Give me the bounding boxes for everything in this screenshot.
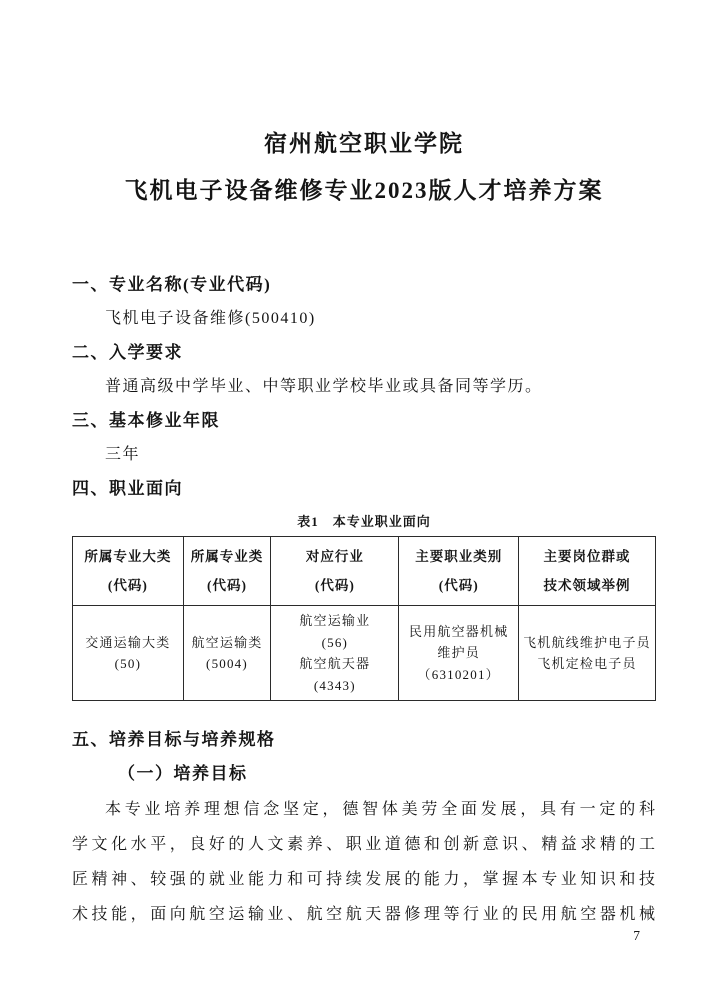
title-line-1: 宿州航空职业学院 xyxy=(264,131,464,156)
cell-industry xyxy=(271,606,399,701)
paragraph-line: 学文化水平，良好的人文素养、职业道德和创新意识、精益求精的工 xyxy=(72,836,656,853)
section-4-heading: 四、职业面向 xyxy=(72,479,183,498)
cell-post-group xyxy=(518,606,655,701)
title-line-2: 飞机电子设备维修专业2023版人才培养方案 xyxy=(124,178,604,203)
cell-line: (5004) xyxy=(206,656,248,671)
header-line: 所属专业大类 xyxy=(84,549,172,564)
cell-line: 飞机航线维护电子员 xyxy=(523,634,651,650)
cell-line: (50) xyxy=(114,656,142,671)
section-1-body: 飞机电子设备维修(500410) xyxy=(105,310,316,327)
section-5-sub1-heading: （一）培养目标 xyxy=(118,764,248,783)
section-5-heading: 五、培养目标与培养规格 xyxy=(72,730,276,749)
header-line: 所属专业类 xyxy=(190,549,264,564)
document-title xyxy=(72,0,656,214)
table-header-row xyxy=(73,537,656,606)
paragraph-line: 匠精神、较强的就业能力和可持续发展的能力，掌握本专业知识和技 xyxy=(72,871,656,888)
header-industry xyxy=(271,537,399,606)
header-post-group xyxy=(518,537,655,606)
cell-line: 飞机定检电子员 xyxy=(537,656,637,671)
training-objective-paragraph xyxy=(72,792,656,932)
page-number: 7 xyxy=(633,928,640,943)
header-line: (代码) xyxy=(314,578,355,593)
table-caption: 表1 本专业职业面向 xyxy=(297,514,431,529)
section-2-heading: 二、入学要求 xyxy=(72,343,183,362)
cell-line: 交通运输大类 xyxy=(85,634,171,650)
table-data-row xyxy=(73,606,656,701)
cell-line: （6310201） xyxy=(417,666,500,682)
paragraph-line: 本专业培养理想信念坚定，德智体美劳全面发展，具有一定的科 xyxy=(105,801,656,818)
cell-line: 民用航空器机械 xyxy=(409,623,509,639)
section-2-body: 普通高级中学毕业、中等职业学校毕业或具备同等学历。 xyxy=(105,378,543,395)
cell-line: 航空运输类 xyxy=(191,634,263,650)
header-line: 主要岗位群或 xyxy=(543,549,631,564)
header-line: (代码) xyxy=(206,578,247,593)
header-major-category xyxy=(73,537,184,606)
paragraph-line: 术技能，面向航空运输业、航空航天器修理等行业的民用航空器机械 xyxy=(72,906,656,923)
header-major-class xyxy=(183,537,270,606)
cell-line: 航空航天器 xyxy=(299,656,371,671)
header-line: 对应行业 xyxy=(305,549,364,564)
cell-occupation-category xyxy=(399,606,519,701)
cell-line: 维护员 xyxy=(437,645,480,661)
cell-line: 航空运输业 xyxy=(299,613,371,628)
section-1-heading: 一、专业名称(专业代码) xyxy=(72,275,272,294)
section-3-body: 三年 xyxy=(105,446,141,463)
header-line: 主要职业类别 xyxy=(415,549,503,564)
header-line: (代码) xyxy=(438,578,479,593)
cell-line: (4343) xyxy=(313,677,356,693)
section-3-heading: 三、基本修业年限 xyxy=(72,411,220,430)
career-orientation-table xyxy=(72,536,656,701)
header-line: (代码) xyxy=(107,578,148,593)
header-occupation-category xyxy=(399,537,519,606)
cell-major-class xyxy=(183,606,270,701)
cell-major-category xyxy=(73,606,184,701)
header-line: 技术领域举例 xyxy=(543,578,631,593)
cell-line: (56) xyxy=(321,634,349,650)
